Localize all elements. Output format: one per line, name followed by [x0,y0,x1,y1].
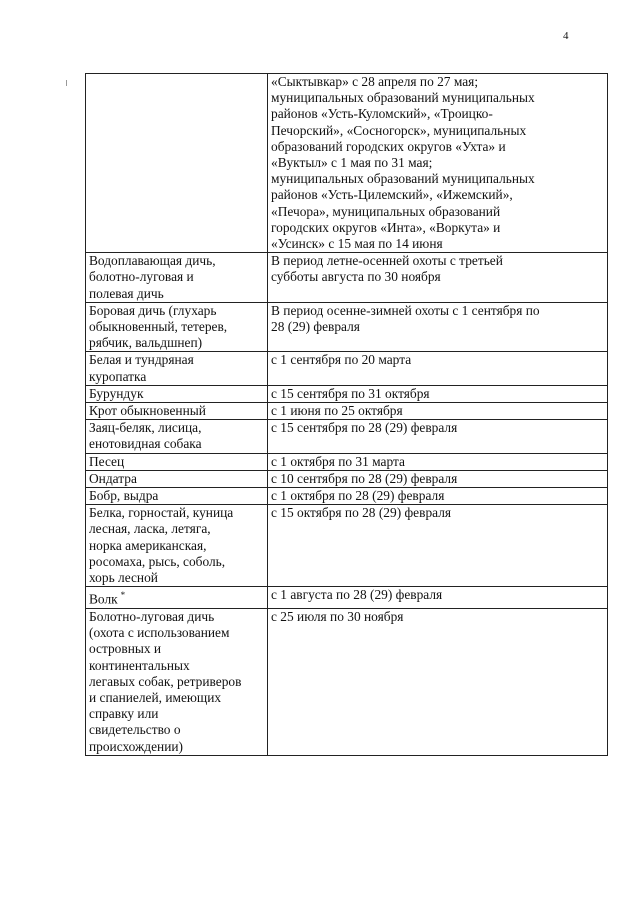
period-cell: с 1 октября по 28 (29) февраля [268,488,608,505]
species-cell: Заяц-беляк, лисица, енотовидная собака [86,420,268,453]
table-row [86,608,608,755]
table-row [86,470,608,487]
period-cell: с 15 сентября по 31 октября [268,385,608,402]
table-row [86,488,608,505]
species-cell: Бобр, выдра [86,488,268,505]
period-cell: «Сыктывкар» с 28 апреля по 27 мая; муниципальных образований муниципальных районов «Усть-Куломский», «Троицко- Печорский», «Сосногорск», муниципальных образований городских округов «Ухта» и «Вуктыл» с 1 мая по 31 мая; муниципальных образований муниципальных районов «Усть-Цилемский», «Ижемский», «Печора», муниципальных образований городских округов «Инта», «Воркута» и «Усинск» с 15 мая по 14 июня [268,74,608,253]
table-row [86,587,608,609]
period-cell: В период осенне-зимней охоты с 1 сентября по 28 (29) февраля [268,302,608,352]
species-cell: Белка, горностай, куница лесная, ласка, летяга, норка американская, росомаха, рысь, соболь, хорь лесной [86,505,268,587]
species-cell: Белая и тундряная куропатка [86,352,268,385]
table-row [86,385,608,402]
species-label: Волк [89,591,118,607]
species-cell: Бурундук [86,385,268,402]
period-cell: с 1 августа по 28 (29) февраля [268,587,608,609]
period-cell: с 10 сентября по 28 (29) февраля [268,470,608,487]
species-cell: Водоплавающая дичь, болотно-луговая и полевая дичь [86,253,268,303]
table-row [86,420,608,453]
page-number: 4 [563,30,569,42]
period-cell: В период летне-осенней охоты с третьей субботы августа по 30 ноября [268,253,608,303]
species-cell [86,587,268,609]
table-row [86,352,608,385]
margin-mark [66,80,67,86]
species-cell: Боровая дичь (глухарь обыкновенный, тетерев, рябчик, вальдшнеп) [86,302,268,352]
table-row [86,302,608,352]
period-cell: с 1 сентября по 20 марта [268,352,608,385]
table-row [86,74,608,253]
table-row [86,453,608,470]
hunting-seasons-table [85,73,608,756]
species-cell: Крот обыкновенный [86,403,268,420]
species-cell: Болотно-луговая дичь (охота с использованием островных и континентальных легавых собак, ретриверов и спаниелей, имеющих справку или свидетельство о происхождении) [86,608,268,755]
table-row [86,505,608,587]
table-row [86,253,608,303]
period-cell: с 25 июля по 30 ноября [268,608,608,755]
species-cell: Ондатра [86,470,268,487]
period-cell: с 1 июня по 25 октября [268,403,608,420]
species-cell [86,74,268,253]
footnote-mark: * [120,590,126,601]
table-row [86,403,608,420]
period-cell: с 15 октября по 28 (29) февраля [268,505,608,587]
period-cell: с 15 сентября по 28 (29) февраля [268,420,608,453]
species-cell: Песец [86,453,268,470]
period-cell: с 1 октября по 31 марта [268,453,608,470]
